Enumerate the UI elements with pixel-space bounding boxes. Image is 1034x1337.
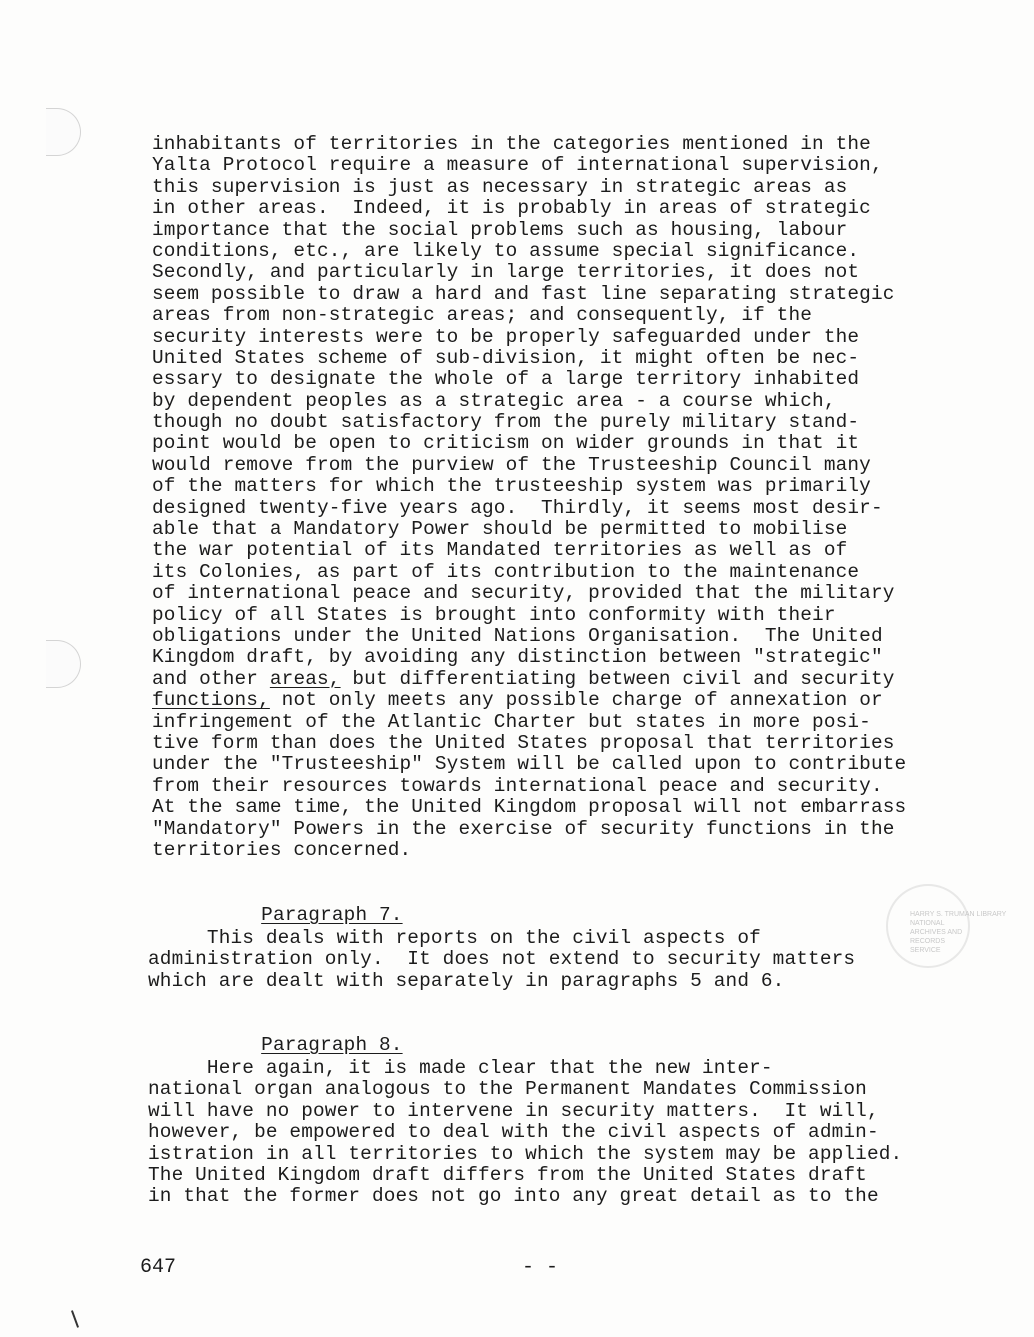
text-line: conditions, etc., are likely to assume special significance. [152,239,860,262]
text-line: though no doubt satisfactory from the purely military stand- [152,411,860,434]
text-line: inhabitants of territories in the categories mentioned in the [152,133,871,155]
text-line: in other areas. Indeed, it is probably in areas of strategic [152,197,871,220]
text-line: in that the former does not go into any great detail as to the [148,1185,879,1208]
text-line: policy of all States is brought into conformity with their [152,603,836,626]
text-line: designed twenty-five years ago. Thirdly, it seems most desir- [152,496,883,519]
text-line: administration only. It does not extend to security matters [148,948,856,971]
text-line: areas from non-strategic areas; and consequently, if the [152,304,813,327]
text-line: istration in all territories to which the system may be applied. [148,1142,903,1165]
text-line: functions, not only meets any possible charge of annexation or [152,689,883,712]
text-line: seem possible to draw a hard and fast line separating strategic [152,282,895,305]
heading-paragraph-8-text: Paragraph 8. [261,1034,403,1056]
text-line: from their resources towards international peace and security. [152,774,883,797]
text-line: Yalta Protocol require a measure of international supervision, [152,154,883,177]
pencil-mark [71,1310,79,1328]
text-line: security interests were to be properly safeguarded under the [152,325,860,348]
text-line: however, be empowered to deal with the civil aspects of admin- [148,1121,879,1144]
text-line: national organ analogous to the Permanent Mandates Commission [148,1078,867,1101]
text-line: territories concerned. [152,838,412,861]
text-line: importance that the social problems such as housing, labour [152,218,848,241]
section-7-text [148,928,1008,992]
text-line: under the "Trusteeship" System will be called upon to contribute [152,753,907,776]
text-line: of the matters for which the trusteeship system was primarily [152,475,871,498]
heading-paragraph-7-text: Paragraph 7. [261,904,403,926]
text-line: obligations under the United Nations Organisation. The United [152,624,883,647]
text-line: Here again, it is made clear that the new inter- [148,1057,773,1079]
text-line: the war potential of its Mandated territories as well as of [152,539,848,562]
text-line: would remove from the purview of the Trusteeship Council many [152,453,871,476]
section-8-text [148,1058,1008,1208]
text-line: United States scheme of sub-division, it might often be nec- [152,346,860,369]
main-body-text [152,134,1012,861]
text-line: will have no power to intervene in security matters. It will, [148,1099,879,1122]
text-line: Secondly, and particularly in large territories, it does not [152,261,860,284]
page-number: 647 [140,1256,177,1279]
punch-hole-top [46,108,81,156]
text-line: which are dealt with separately in paragraphs 5 and 6. [148,969,785,992]
punch-hole-middle [46,640,81,688]
text-line: "Mandatory" Powers in the exercise of security functions in the [152,817,895,840]
text-line: by dependent peoples as a strategic area - a course which, [152,389,836,412]
text-line: tive form than does the United States proposal that territories [152,731,895,754]
text-line: At the same time, the United Kingdom proposal will not embarrass [152,796,907,819]
underlined-word: functions, [152,689,270,712]
text-line: this supervision is just as necessary in strategic areas as [152,175,848,198]
footer-center-mark: - - [522,1256,559,1279]
text-line: point would be open to criticism on wider grounds in that it [152,432,860,455]
text-line: of international peace and security, provided that the military [152,582,895,605]
text-line: essary to designate the whole of a large territory inhabited [152,368,860,391]
archive-stamp-text: HARRY S. TRUMAN LIBRARY NATIONAL ARCHIVES AND RECORDS SERVICE [910,911,1007,954]
text-line: This deals with reports on the civil aspects of [148,927,761,949]
text-line: able that a Mandatory Power should be permitted to mobilise [152,518,848,541]
underlined-word: areas, [269,667,341,690]
text-line: Kingdom draft, by avoiding any distinction between "strategic" [152,646,883,669]
text-line: infringement of the Atlantic Charter but states in more posi- [152,710,871,733]
text-line: The United Kingdom draft differs from the United States draft [148,1163,867,1186]
text-line: and other areas, but differentiating between civil and security [152,667,895,690]
text-line: its Colonies, as part of its contribution to the maintenance [152,560,860,583]
